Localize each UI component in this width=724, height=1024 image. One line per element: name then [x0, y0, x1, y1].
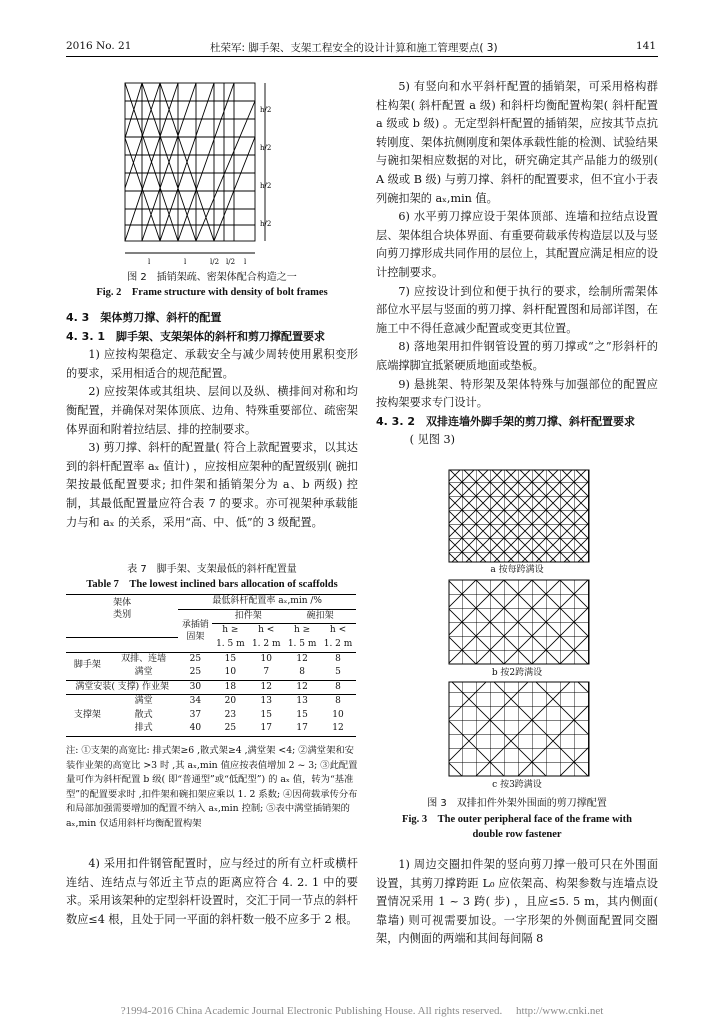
fig2-label: h/2 [260, 106, 272, 114]
figure-3-diagram [448, 468, 590, 786]
paragraph: 8) 落地架用扣件钢管设置的剪刀撑或“之”形斜杆的底端撑脚宜抵紧硬质地面或垫板。 [376, 340, 658, 372]
row-group: 支撑架 [66, 695, 109, 737]
fig3-sub-b: b 按2跨满设 [491, 668, 543, 678]
cell: 10 [332, 709, 344, 720]
cell: 37 [189, 709, 202, 720]
section-4-3-2-title: 4. 3. 2 双排连墙外脚手架的剪刀撑、斜杆配置要求 [376, 414, 635, 428]
paragraph: 3) 剪刀撑、斜杆的配置量( 符合上款配置要求，以其达到的斜杆配置率 aₓ 值计) ，应按相应架种的配置级别( 碗扣架按最低配置要求; 扣件架和插销架分为 a、b 两级) 控制，其最低配置量应符合表 7 的要求。亦可视架种承载能力与和 aₓ 的关系，采用“高、中、低”的 3 级配置。 [66, 441, 358, 529]
row-sub: 排式 [109, 722, 179, 736]
cell: 34 [189, 696, 202, 706]
fig2-caption-en: Fig. 2 Frame structure with density of bolt frames [96, 287, 328, 298]
cell: 17 [248, 722, 284, 736]
fig2-caption-cn: 图 2 插销架疏、密架体配合构造之一 [127, 272, 297, 283]
cell: 15 [296, 709, 308, 720]
th-type: 架体 [113, 598, 132, 609]
cell: 7 [248, 666, 284, 680]
cell: 12 [284, 680, 320, 695]
cell: 17 [284, 722, 320, 736]
cell: 10 [212, 666, 248, 680]
fig3-caption-en: Fig. 3 The outer peripheral face of the frame with [402, 814, 632, 825]
cell: 25 [189, 653, 202, 664]
cell: 30 [178, 680, 212, 695]
header-page: 141 [636, 40, 657, 52]
fig2-label: h/2 [260, 182, 272, 190]
header-journal: 2016 No. 21 [66, 40, 132, 52]
paragraph: 2) 应按架体或其组块、层间以及纵、横排间对称和均衡配置，并确保对架体顶底、边角、特殊重要部位、疏密架体界面和附着拉结层、排的控制要求。 [66, 385, 358, 436]
fig2-label: l/2 [226, 258, 236, 266]
figure-2-frame-diagram [120, 78, 290, 268]
fig2-label: l [184, 258, 187, 266]
th-type2: 类别 [113, 610, 132, 621]
fig3-ref: ( 见图 3) [409, 433, 455, 447]
row-group: 满堂安装( 支撑) 作业架 [66, 680, 178, 695]
cell: 25 [178, 666, 212, 680]
th-pin: 承插销 [181, 619, 209, 630]
fig2-label: l [244, 258, 247, 266]
cell: 25 [212, 722, 248, 736]
th-pin2: 固架 [186, 631, 205, 642]
th-h: h < [258, 625, 275, 635]
cell: 8 [335, 696, 341, 706]
fig2-label: h/2 [260, 220, 272, 228]
left-bottom [66, 855, 358, 929]
right-bottom [376, 856, 658, 949]
cell: 15 [260, 709, 272, 720]
cell: 13 [260, 696, 272, 706]
paragraph: 9) 悬挑架、特形架及架体特殊与加强部位的配置应按构架要求专门设计。 [376, 377, 658, 410]
cell: 8 [284, 666, 320, 680]
cell: 23 [224, 709, 237, 720]
row-group: 脚手架 [66, 652, 109, 680]
cell: 20 [224, 696, 237, 706]
cell: 12 [320, 722, 356, 736]
row-sub: 满堂 [109, 666, 179, 680]
cell: 10 [260, 653, 272, 664]
table7-caption-cn: 表 7 脚手架、支架最低的斜杆配置量 [127, 564, 297, 575]
cell: 15 [224, 653, 237, 664]
left-column [66, 309, 358, 532]
th-h: h ≥ [294, 625, 311, 635]
fig3-panel-a [449, 470, 589, 562]
cell: 5 [320, 666, 356, 680]
th-h2: 1. 2 m [320, 638, 356, 653]
fig2-label: l/2 [210, 258, 220, 266]
th-rate: 最低斜杆配置率 aₓ,min /% [178, 595, 356, 610]
fig3-sub-a: a 按每跨满设 [490, 565, 544, 575]
paragraph: 7) 应按设计到位和便于执行的要求，绘制所需架体部位水平层与竖面的剪刀撑、斜杆配置图和局部详图，在施工中不得任意减少配置或变更其位置。 [376, 284, 658, 335]
th-h2: 1. 2 m [248, 638, 284, 653]
cell: 8 [335, 653, 341, 664]
fig2-label: h/2 [260, 144, 272, 152]
paragraph: 6) 水平剪刀撑应设于架体顶部、连墙和拉结点设置层、架体组合块体界面、有重要荷载承传构造层以及与竖向剪刀撑形成共同作用的层位上，其配置应满足相应的设计控制要求。 [376, 210, 658, 279]
paragraph: 1) 应按构架稳定、承载安全与减少周转使用累积变形的要求，采用相适合的规范配置。 [66, 348, 358, 380]
table7-note: 注: ①支架的高宽比: 排式架≥6 ,散式架≥4 ,满堂架 <4; ②满堂架和安装作业架的高宽比 >3 时 ,其 aₓ,min 值应按表值增加 2 ~ 3; ③此配置量可作为斜杆配置 b 级( 即“普通型”或“低配型”) 的 aₓ 值，转为“基准型”的配置要求时 ,扣件架和碗扣架应乘以 1. 2 系数; ④因荷载承传分布和局部加强需要增加的配置不纳入 aₓ,min 控制; ⑤表中满堂插销架的 aₓ,min 仅适用斜杆均衡配置构架 [66, 745, 358, 829]
fig3-caption-cn: 图 3 双排扣件外架外围面的剪刀撑配置 [427, 798, 607, 809]
th-h: h ≥ [222, 625, 239, 635]
paragraph: 5) 有竖向和水平斜杆配置的插销架，可采用格构群柱构架( 斜杆配置 a 级) 和斜杆均衡配置构架( 斜杆配置 a 级或 b 级) 。无定型斜杆配置的插销架，应按其节点抗转刚度、架体抗侧刚度和架体承载性能的检测、试验结果与碗扣架相应数据的对比，研究确定其产品能力的级别( A 级或 B 级) 与剪刀撑、斜杆的配置要求，但不宜小于表列碗扣架的 aₓ,min 值。 [376, 80, 658, 205]
row-sub: 双排、连墙 [121, 653, 167, 664]
row-sub: 散式 [134, 709, 153, 720]
cell: 40 [178, 722, 212, 736]
paragraph: 1) 周边交圈扣件架的竖向剪刀撑一般可只在外围面设置，其剪刀撑跨距 L₀ 应依架高、构架参数与连墙点设置情况采用 1 ~ 3 跨( 步) ，且应≤5. 5 m，其内侧面( 靠墙) 则可视需要加设。一字形架的外侧面配置同交圈架，内侧面的两端和其间每间隔 8 [376, 858, 658, 946]
fig3-panel-c [449, 682, 589, 776]
cell: 13 [296, 696, 308, 706]
th-kou: 扣件架 [212, 609, 284, 624]
section-4-3-1-title: 4. 3. 1 脚手架、支架架体的斜杆和剪刀撑配置要求 [66, 329, 325, 343]
th-h2: 1. 5 m [212, 638, 248, 653]
fig3-panel-b [449, 580, 589, 664]
fig3-caption-en: double row fastener [472, 829, 562, 840]
table-7 [66, 594, 356, 737]
cell: 8 [320, 680, 356, 695]
right-column [376, 78, 658, 450]
th-h2: 1. 5 m [284, 638, 320, 653]
paragraph: 4) 采用扣件钢管配置时，应与经过的所有立杆或横杆连结、连结点与邻近主节点的距离应符合 4. 2. 1 中的要求。采用该架种的定型斜杆设置时，交汇于同一节点的斜杆数应≤4 根，且处于同一平面的斜杆数一般不应多于 2 根。 [66, 857, 358, 926]
header-title: 杜荣军: 脚手架、支架工程安全的设计计算和施工管理要点( 3) [210, 42, 498, 54]
cell: 12 [296, 653, 308, 664]
section-4-3-title: 4. 3 架体剪刀撑、斜杆的配置 [66, 311, 222, 324]
cell: 12 [248, 680, 284, 695]
row-sub: 满堂 [134, 696, 153, 706]
table7-caption-en: Table 7 The lowest inclined bars allocation of scaffolds [86, 579, 338, 590]
th-h: h < [329, 625, 347, 635]
header-rule [66, 56, 658, 57]
copyright-footer: ?1994-2016 China Academic Journal Electronic Publishing House. All rights reserved. http://www.cnki.net [120, 1005, 604, 1017]
fig2-label: l [148, 258, 151, 266]
th-wan: 碗扣架 [284, 609, 356, 624]
fig3-sub-c: c 按3跨满设 [492, 780, 542, 790]
cell: 18 [212, 680, 248, 695]
